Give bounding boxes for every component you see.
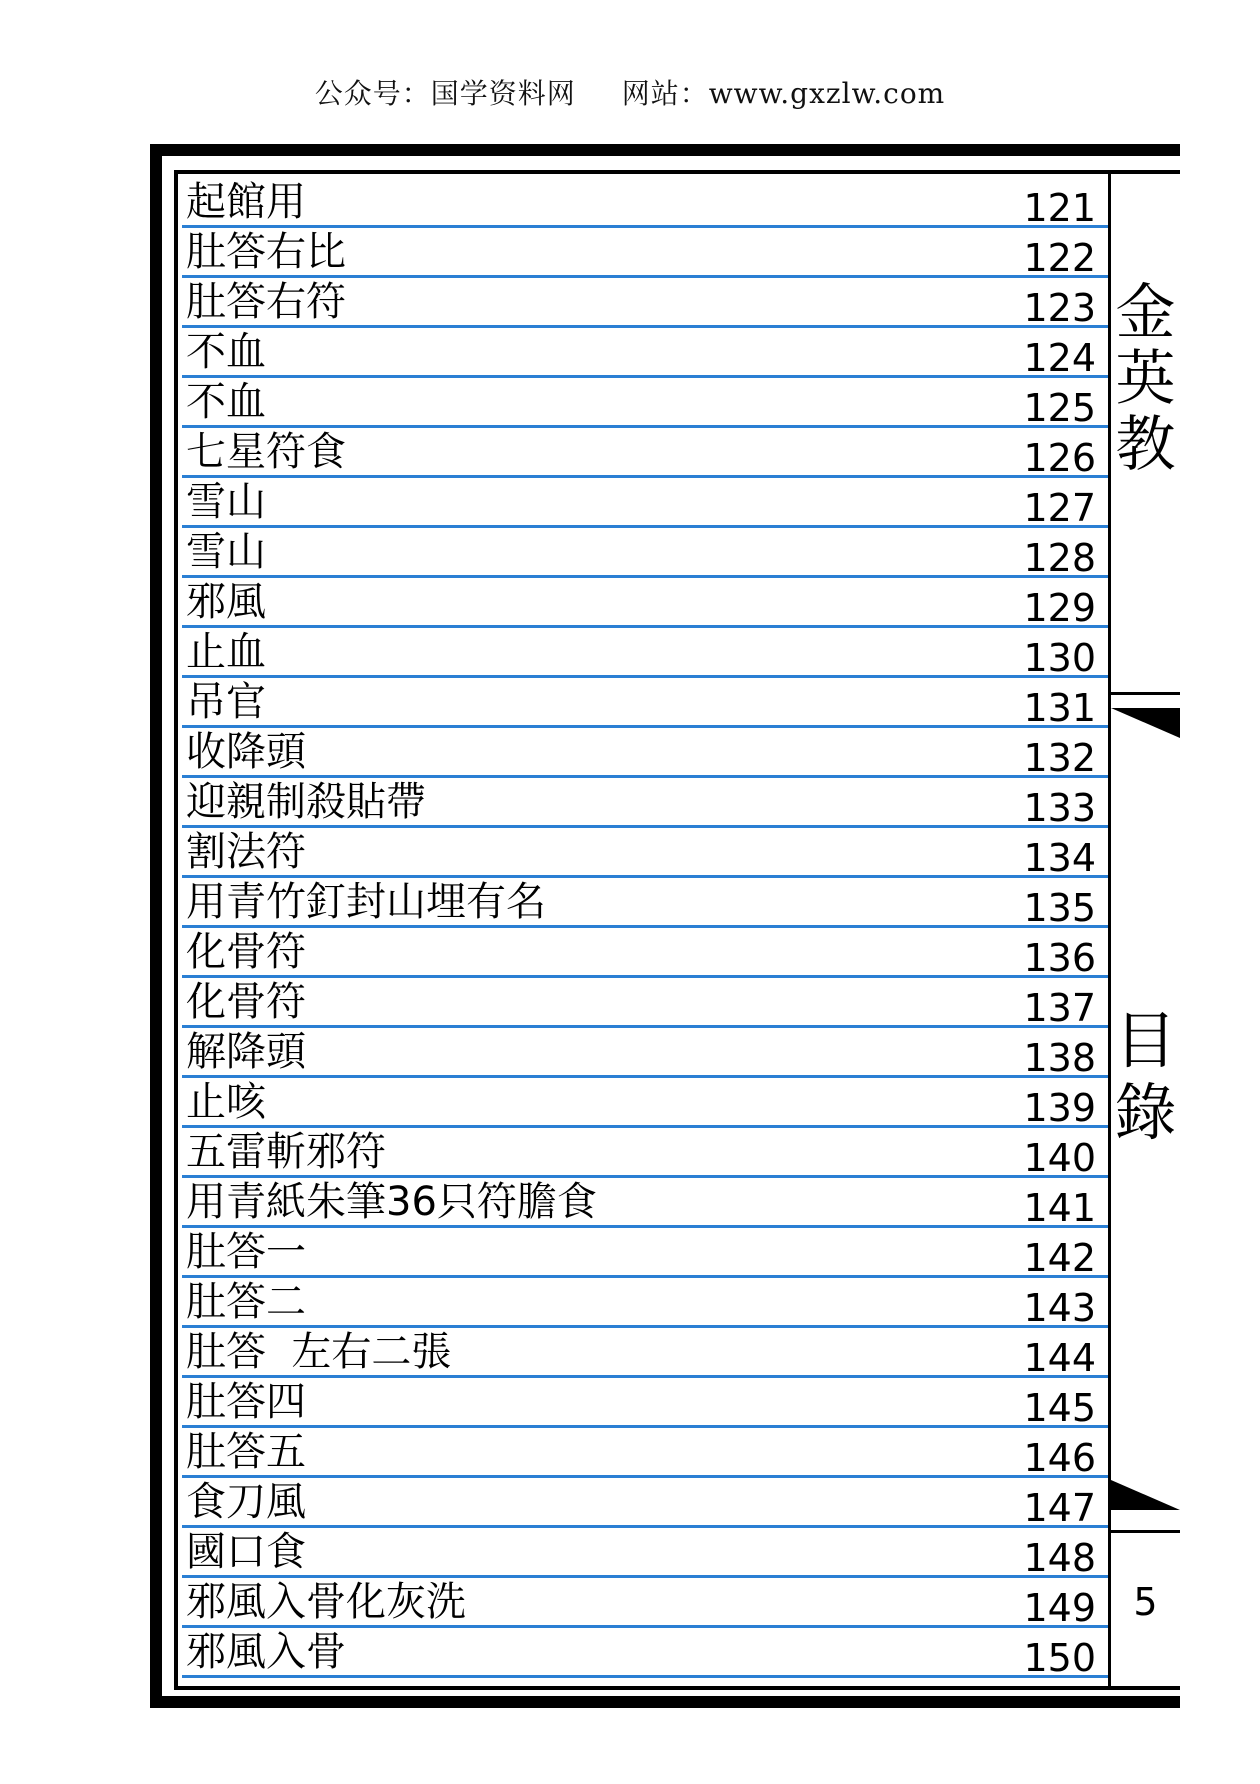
toc-entry-page: 142: [1023, 1236, 1096, 1280]
toc-entry-title: 雪山: [186, 479, 266, 525]
toc-entry-page: 146: [1023, 1436, 1096, 1480]
toc-row: [182, 1278, 1108, 1328]
toc-row: [182, 678, 1108, 728]
toc-entry-page: 129: [1023, 586, 1096, 630]
toc-entry-title: 止血: [186, 629, 266, 675]
header-wechat: 公众号：国学资料网: [314, 77, 576, 110]
toc-row: [182, 928, 1108, 978]
toc-list: [182, 178, 1108, 1678]
toc-entry-page: 143: [1023, 1286, 1096, 1330]
toc-entry-title: 五雷斬邪符: [186, 1129, 386, 1175]
toc-entry-page: 136: [1023, 936, 1096, 980]
toc-entry-page: 124: [1023, 336, 1096, 380]
toc-entry-title: 化骨符: [186, 979, 306, 1025]
toc-entry-page: 133: [1023, 786, 1096, 830]
toc-row: [182, 428, 1108, 478]
toc-entry-title: 不血: [186, 379, 266, 425]
toc-entry-page: 139: [1023, 1086, 1096, 1130]
page-header: [0, 72, 1260, 112]
toc-row: [182, 578, 1108, 628]
toc-entry-page: 123: [1023, 286, 1096, 330]
toc-entry-page: 141: [1023, 1186, 1096, 1230]
toc-row: [182, 378, 1108, 428]
toc-entry-page: 127: [1023, 486, 1096, 530]
toc-entry-title: 肚答 左右二張: [186, 1329, 452, 1375]
toc-entry-title: 邪風入骨化灰洗: [186, 1579, 466, 1625]
toc-row: [182, 528, 1108, 578]
toc-entry-title: 肚答一: [186, 1229, 306, 1275]
toc-row: [182, 1328, 1108, 1378]
toc-row: [182, 478, 1108, 528]
toc-entry-title: 止咳: [186, 1079, 266, 1125]
toc-entry-page: 145: [1023, 1386, 1096, 1430]
page-number: 5: [1133, 1580, 1158, 1624]
toc-entry-title: 肚答右比: [186, 229, 346, 275]
side-triangle-top: [1111, 708, 1180, 738]
toc-row: [182, 1128, 1108, 1178]
toc-row: [182, 1628, 1108, 1678]
toc-entry-title: 食刀風: [186, 1479, 306, 1525]
toc-entry-title: 國口食: [186, 1529, 306, 1575]
toc-entry-title: 七星符食: [186, 429, 346, 475]
toc-entry-page: 125: [1023, 386, 1096, 430]
toc-entry-page: 130: [1023, 636, 1096, 680]
toc-row: [182, 728, 1108, 778]
toc-row: [182, 978, 1108, 1028]
toc-entry-page: 138: [1023, 1036, 1096, 1080]
toc-row: [182, 1478, 1108, 1528]
toc-entry-title: 肚答四: [186, 1379, 306, 1425]
toc-row: [182, 778, 1108, 828]
toc-row: [182, 278, 1108, 328]
toc-row: [182, 1528, 1108, 1578]
toc-entry-title: 雪山: [186, 529, 266, 575]
toc-entry-page: 131: [1023, 686, 1096, 730]
toc-entry-title: 割法符: [186, 829, 306, 875]
toc-entry-page: 121: [1023, 186, 1096, 230]
toc-entry-title: 邪風入骨: [186, 1629, 346, 1675]
toc-entry-title: 用青竹釘封山埋有名: [186, 879, 546, 925]
toc-entry-page: 128: [1023, 536, 1096, 580]
toc-entry-title: 肚答五: [186, 1429, 306, 1475]
toc-entry-title: 吊官: [186, 679, 266, 725]
toc-entry-title: 化骨符: [186, 929, 306, 975]
toc-entry-title: 肚答二: [186, 1279, 306, 1325]
toc-entry-title: 收降頭: [186, 729, 306, 775]
toc-row: [182, 228, 1108, 278]
toc-entry-page: 147: [1023, 1486, 1096, 1530]
section-title: 目 錄: [1114, 1004, 1177, 1149]
toc-entry-page: 135: [1023, 886, 1096, 930]
toc-entry-page: 126: [1023, 436, 1096, 480]
header-website: 网站：www.gxzlw.com: [621, 77, 946, 110]
toc-row: [182, 1578, 1108, 1628]
book-title: 金 英 教: [1115, 278, 1176, 480]
toc-entry-title: 不血: [186, 329, 266, 375]
toc-entry-page: 132: [1023, 736, 1096, 780]
toc-row: [182, 1378, 1108, 1428]
side-triangle-bottom: [1111, 1480, 1180, 1510]
side-separator-top: [1111, 692, 1180, 695]
toc-entry-title: 迎親制殺貼帶: [186, 779, 426, 825]
toc-entry-title: 肚答右符: [186, 279, 346, 325]
toc-entry-page: 137: [1023, 986, 1096, 1030]
toc-row: [182, 1078, 1108, 1128]
toc-row: [182, 328, 1108, 378]
toc-entry-page: 148: [1023, 1536, 1096, 1580]
toc-row: [182, 828, 1108, 878]
side-separator-bottom: [1111, 1530, 1180, 1533]
toc-row: [182, 628, 1108, 678]
toc-entry-page: 122: [1023, 236, 1096, 280]
toc-entry-title: 解降頭: [186, 1029, 306, 1075]
toc-row: [182, 1228, 1108, 1278]
toc-row: [182, 1028, 1108, 1078]
toc-row: [182, 878, 1108, 928]
toc-entry-title: 邪風: [186, 579, 266, 625]
toc-entry-page: 149: [1023, 1586, 1096, 1630]
toc-entry-page: 134: [1023, 836, 1096, 880]
toc-entry-title: 用青紙朱筆36只符膽食: [186, 1179, 597, 1225]
toc-row: [182, 1178, 1108, 1228]
toc-entry-page: 140: [1023, 1136, 1096, 1180]
toc-entry-page: 150: [1023, 1636, 1096, 1680]
toc-row: [182, 178, 1108, 228]
toc-entry-title: 起館用: [186, 179, 306, 225]
toc-entry-page: 144: [1023, 1336, 1096, 1380]
toc-row: [182, 1428, 1108, 1478]
